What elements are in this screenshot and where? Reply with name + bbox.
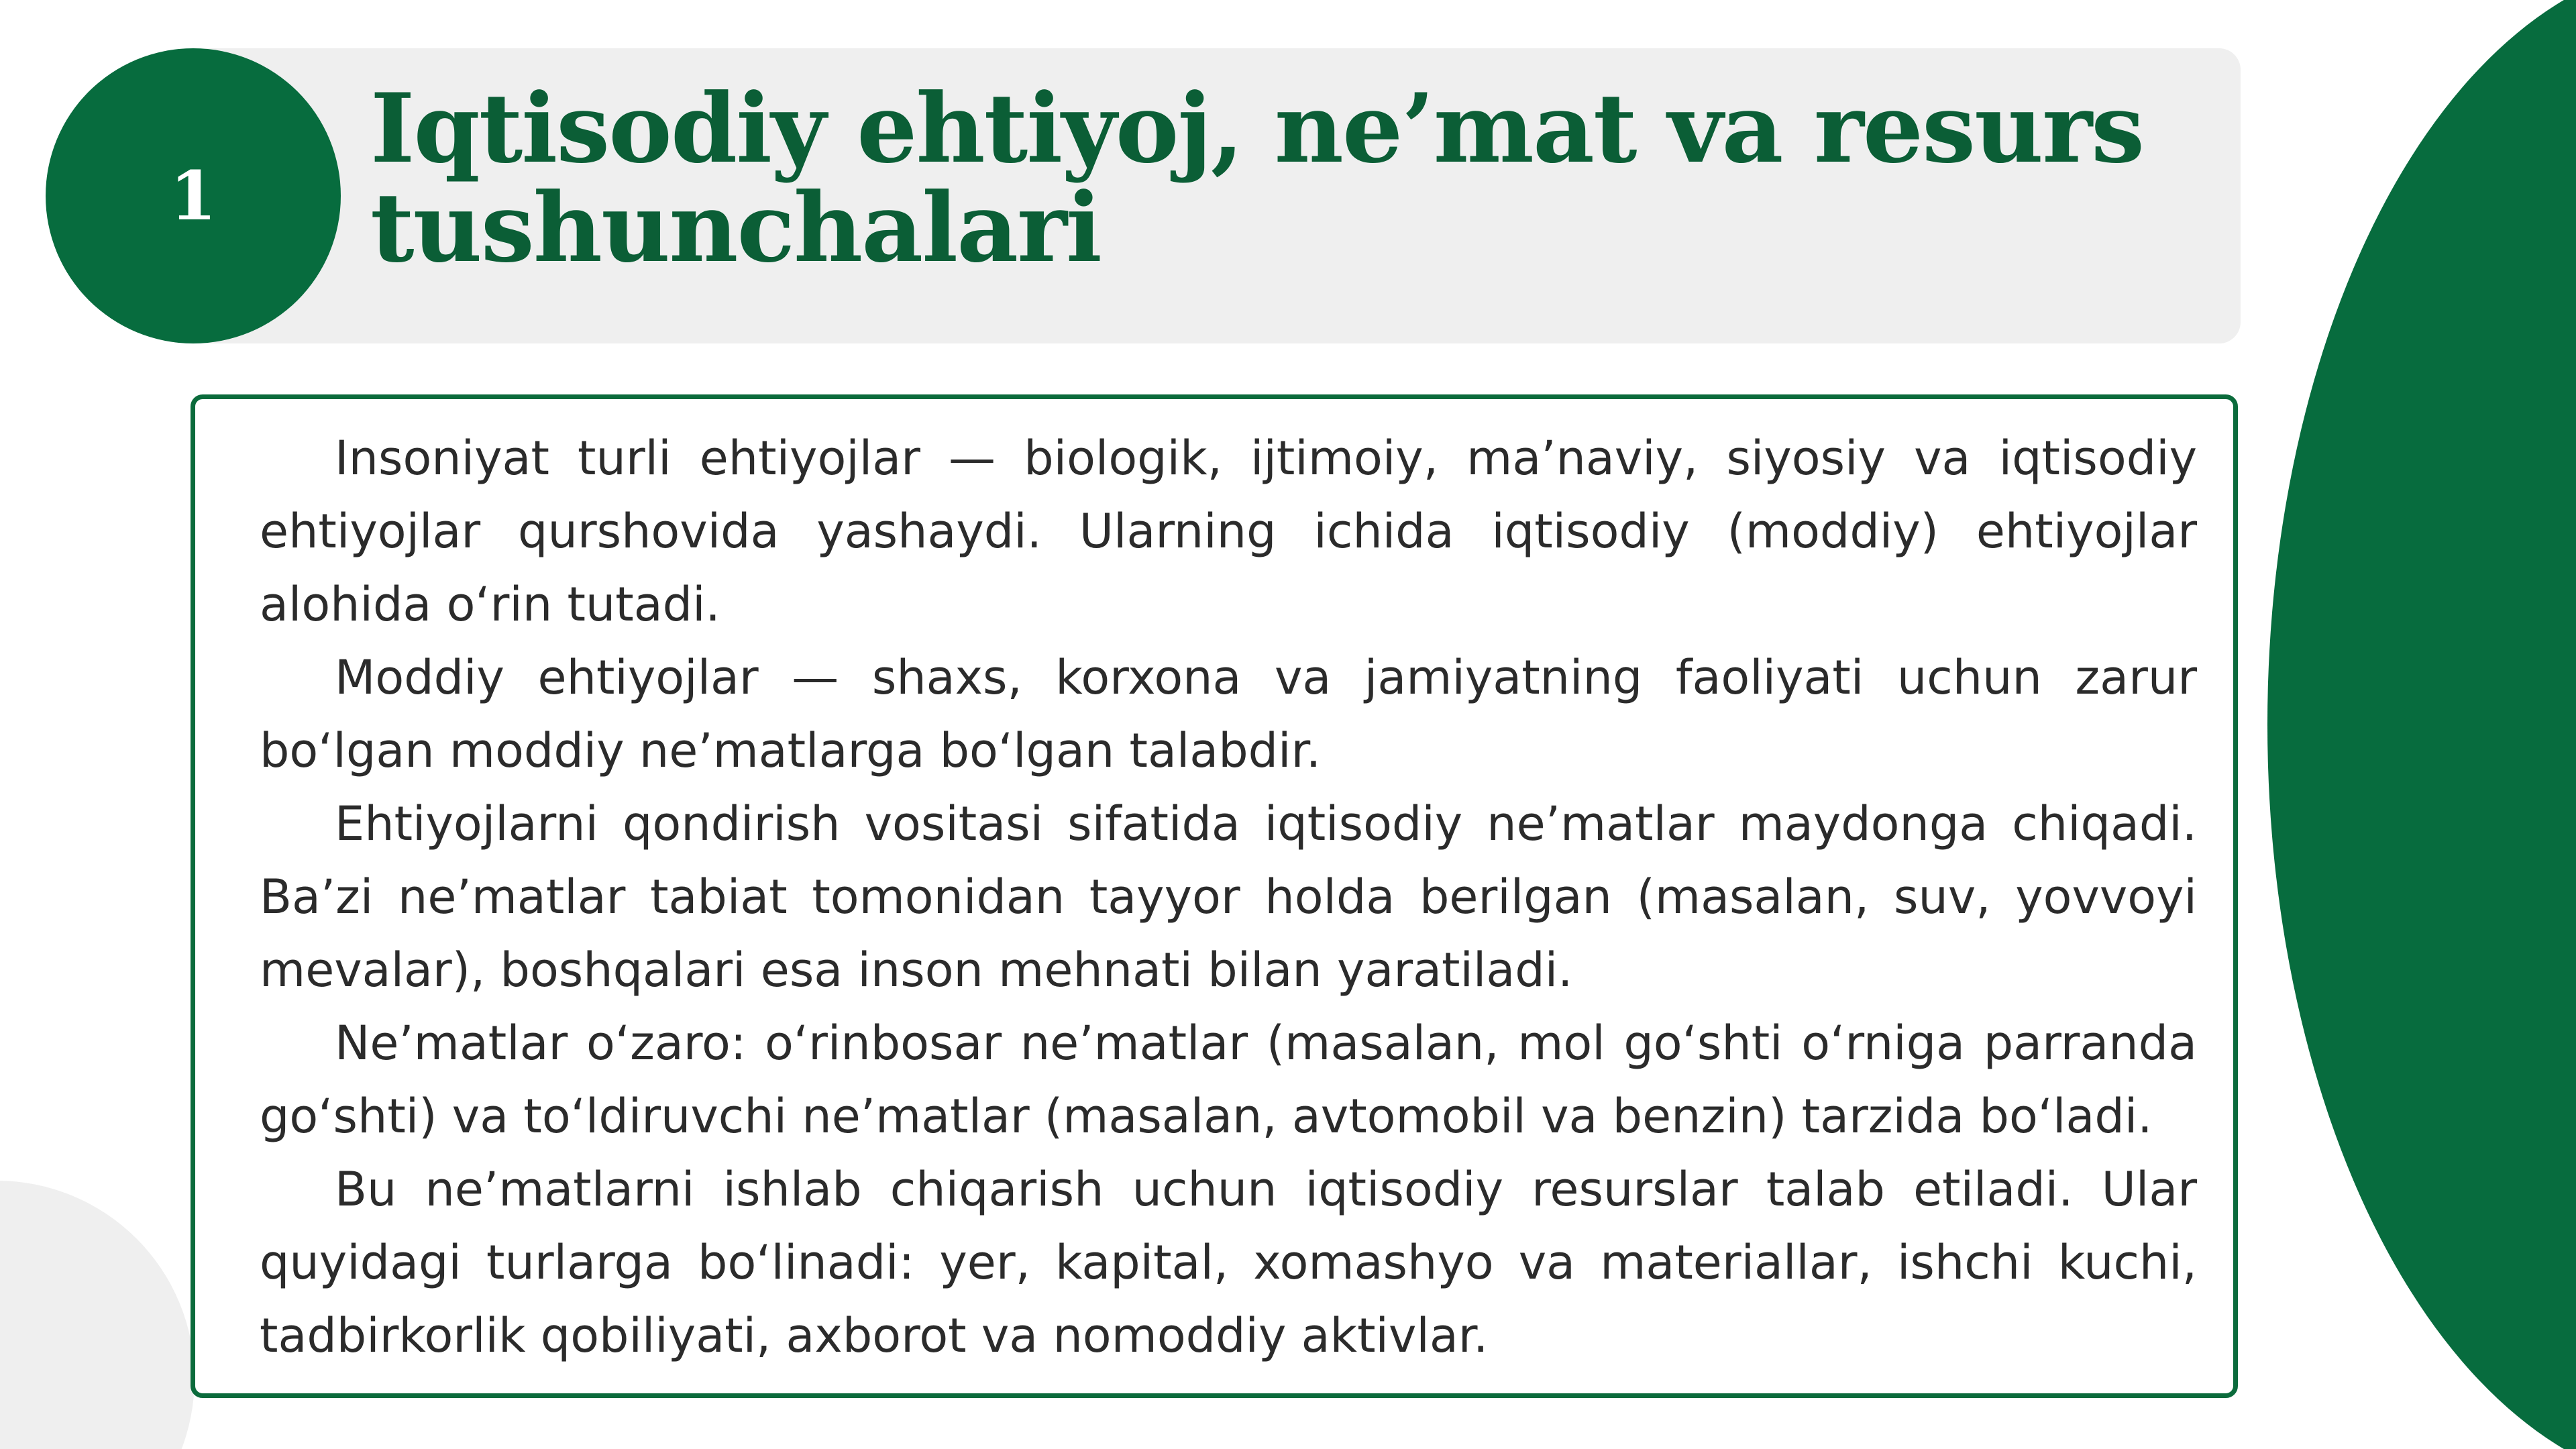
- paragraph-4: Ne’matlar o‘zaro: o‘rinbosar ne’matlar (masalan, mol go‘shti o‘rniga parranda go‘shti) va to‘ldiruvchi ne’matlar (masalan, avtomobil va benzin) tarzida bo‘ladi.: [260, 1016, 2197, 1144]
- slide-title: Iqtisodiy ehtiyoj, ne’mat va resurs tushunchalari: [370, 73, 2144, 284]
- paragraph-1: Insoniyat turli ehtiyojlar — biologik, ijtimoiy, ma’naviy, siyosiy va iqtisodiy ehtiyojlar qurshovida yashaydi. Ularning ichida iqtisodiy (moddiy) ehtiyojlar alohida o‘rin tutadi.: [260, 431, 2197, 632]
- section-number: 1: [170, 156, 217, 235]
- decorative-green-circle: [2267, 0, 2576, 1449]
- section-number-badge: [46, 48, 341, 343]
- paragraph-5: Bu ne’matlarni ishlab chiqarish uchun iqtisodiy resurslar talab etiladi. Ular quyidagi turlarga bo‘linadi: yer, kapital, xomashyo va materiallar, ishchi kuchi, tadbirkorlik qobiliyati, axborot va nomoddiy aktivlar.: [260, 1162, 2197, 1363]
- content-box: [191, 394, 2238, 1398]
- paragraph-2: Moddiy ehtiyojlar — shaxs, korxona va jamiyatning faoliyati uchun zarur bo‘lgan moddiy ne’matlarga bo‘lgan talabdir.: [260, 650, 2197, 778]
- decorative-gray-circle: [0, 1181, 195, 1449]
- paragraph-3: Ehtiyojlarni qondirish vositasi sifatida iqtisodiy ne’matlar maydonga chiqadi. Ba’zi ne’matlar tabiat tomonidan tayyor holda berilgan (masalan, suv, yovvoyi mevalar), boshqalari esa inson mehnati bilan yaratiladi.: [260, 796, 2197, 998]
